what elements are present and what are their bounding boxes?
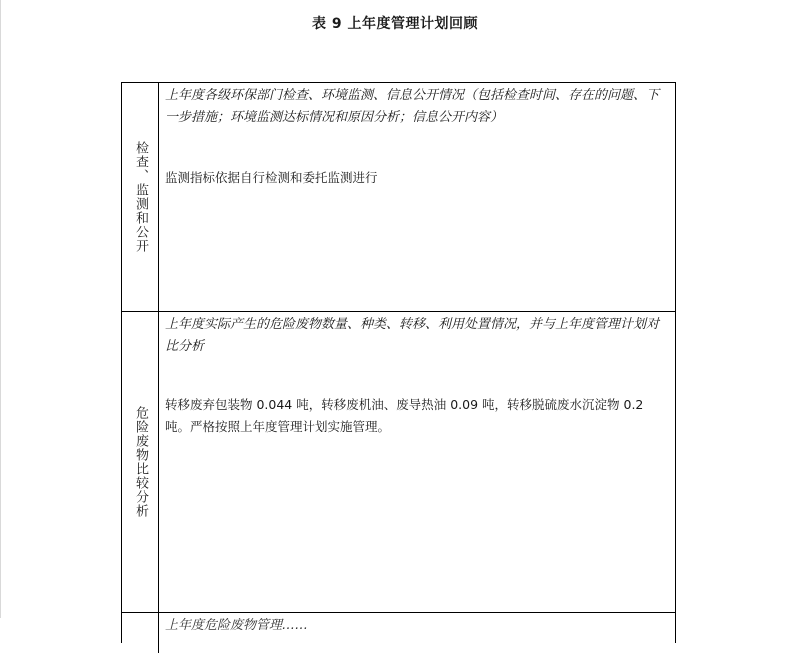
row-prompt-next: 上年度危险废物管理…… xyxy=(165,618,309,633)
row-prompt-inspection: 上年度各级环保部门检查、环境监测、信息公开情况（包括检查时间、存在的问题、下一步措施；环境监测达标情况和原因分析；信息公开内容） xyxy=(165,88,660,125)
row-content-cell xyxy=(165,83,665,311)
row-label-inspection: 检查、监测和公开 xyxy=(133,141,148,253)
page-edge xyxy=(0,0,1,618)
review-table xyxy=(121,82,676,643)
row-label-cell xyxy=(122,83,159,311)
row-content-cell xyxy=(165,312,665,612)
table-row-inspection xyxy=(122,83,675,312)
table-title: 表 9 上年度管理计划回顾 xyxy=(312,16,478,32)
table-row-next xyxy=(122,613,675,653)
row-label-cell xyxy=(122,613,159,653)
row-prompt-hazardous-waste: 上年度实际产生的危险废物数量、种类、转移、利用处置情况，并与上年度管理计划对比分析 xyxy=(165,317,660,354)
row-answer-hazardous-waste: 转移废弃包装物 0.044 吨，转移废机油、废导热油 0.09 吨，转移脱硫废水沉淀物 0.2 吨。严格按照上年度管理计划实施管理。 xyxy=(165,397,644,434)
table-row-hazardous-waste xyxy=(122,312,675,613)
row-label-cell xyxy=(122,312,159,612)
row-label-hazardous-waste: 危险废物比较分析 xyxy=(133,406,148,518)
row-answer-inspection: 监测指标依据自行检测和委托监测进行 xyxy=(165,170,378,185)
row-content-cell xyxy=(165,613,665,653)
